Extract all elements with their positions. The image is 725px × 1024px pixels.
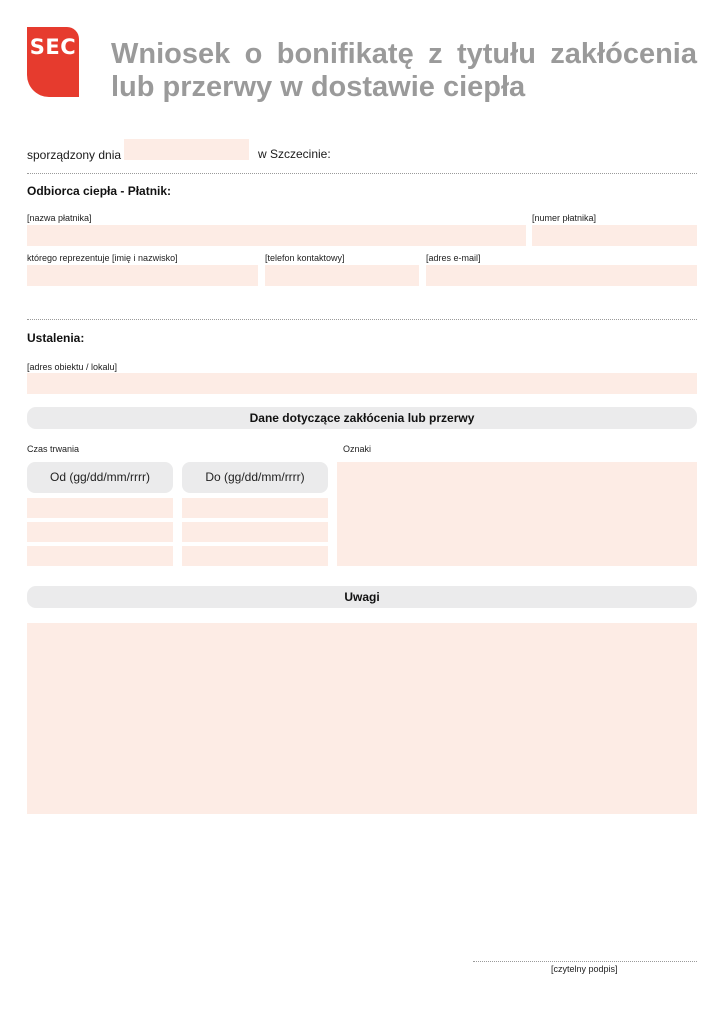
sec-logo	[27, 27, 79, 97]
address-label: [adres obiektu / lokalu]	[27, 362, 118, 372]
divider	[27, 319, 697, 320]
representative-input[interactable]	[27, 265, 258, 286]
remarks-section-bar: Uwagi	[27, 586, 697, 608]
title-line-2: lub przerwy w dostawie ciepła	[111, 71, 526, 103]
payer-name-label: [nazwa płatnika]	[27, 213, 92, 223]
from-date-input[interactable]	[27, 498, 173, 518]
to-column-header: Do (gg/dd/mm/rrrr)	[182, 462, 328, 493]
payer-number-input[interactable]	[532, 225, 697, 246]
phone-label: [telefon kontaktowy]	[265, 253, 345, 263]
city-label: w Szczecinie:	[258, 147, 331, 161]
from-column-header: Od (gg/dd/mm/rrrr)	[27, 462, 173, 493]
to-date-input[interactable]	[182, 546, 328, 566]
recipient-heading: Odbiorca ciepła - Płatnik:	[27, 184, 172, 198]
disruption-section-bar: Dane dotyczące zakłócenia lub przerwy	[27, 407, 697, 429]
payer-number-label: [numer płatnika]	[532, 213, 597, 223]
title-line-1: Wniosek o bonifikatę z tytułu zakłócenia	[111, 38, 697, 70]
page-title	[111, 38, 697, 104]
prepared-label: sporządzony dnia	[27, 148, 122, 162]
symptoms-label: Oznaki	[343, 444, 372, 454]
to-date-input[interactable]	[182, 522, 328, 542]
prepared-date-input[interactable]	[124, 139, 249, 160]
payer-name-input[interactable]	[27, 225, 526, 246]
email-input[interactable]	[426, 265, 697, 286]
representative-label: którego reprezentuje [imię i nazwisko]	[27, 253, 178, 263]
divider	[27, 173, 697, 174]
phone-input[interactable]	[265, 265, 419, 286]
from-date-input[interactable]	[27, 522, 173, 542]
email-label: [adres e-mail]	[426, 253, 481, 263]
signature-label: [czytelny podpis]	[551, 964, 618, 974]
logo-text: SEC	[29, 35, 77, 59]
remarks-textarea[interactable]	[27, 623, 697, 814]
findings-heading: Ustalenia:	[27, 331, 85, 345]
symptoms-textarea[interactable]	[337, 462, 697, 566]
to-date-input[interactable]	[182, 498, 328, 518]
signature-line	[473, 961, 697, 962]
address-input[interactable]	[27, 373, 697, 394]
duration-label: Czas trwania	[27, 444, 80, 454]
from-date-input[interactable]	[27, 546, 173, 566]
